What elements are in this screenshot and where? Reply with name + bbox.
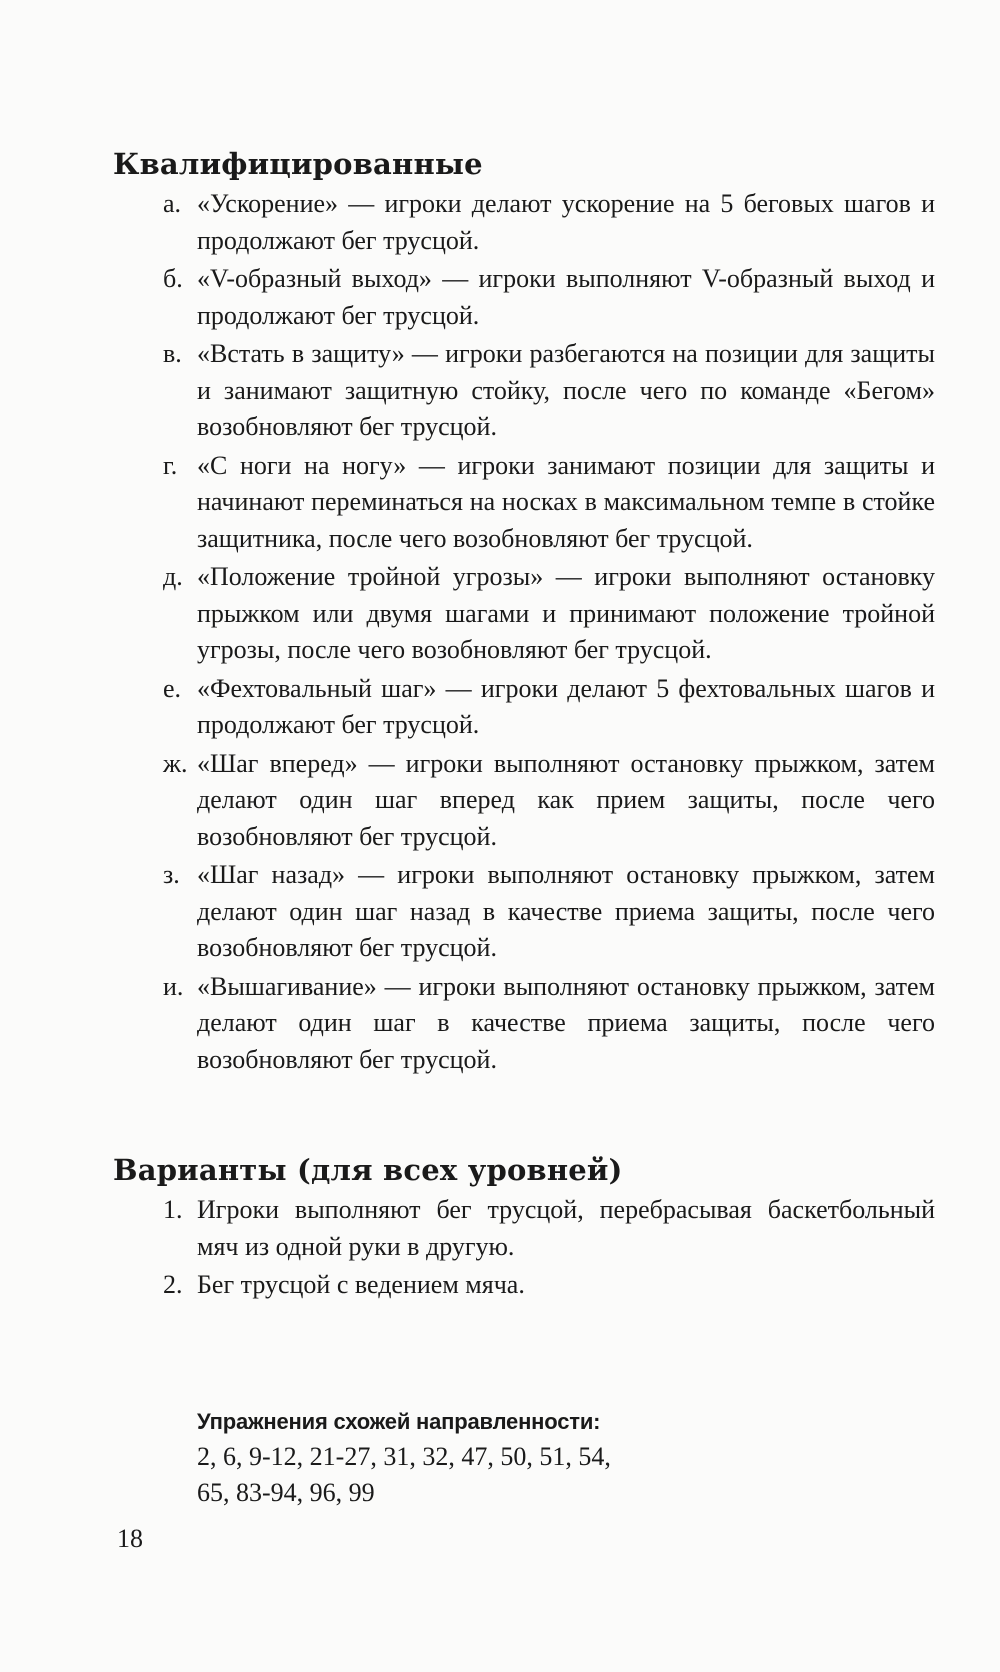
list-marker: ж. <box>163 748 188 778</box>
list-marker: а. <box>163 189 182 218</box>
list-item <box>163 969 935 1079</box>
list-marker: з. <box>163 860 180 889</box>
list-item-text: Игроки выполняют бег трусцой, перебрасывая баскетбольный мяч из одной руки в другую. <box>197 1195 935 1261</box>
list-marker: в. <box>163 339 182 368</box>
list-item <box>163 746 935 856</box>
list-item <box>163 261 935 334</box>
list-marker: и. <box>163 971 184 1001</box>
list-marker: д. <box>163 562 183 591</box>
list-item-text: «Фехтовальный шаг» — игроки делают 5 фехтовальных шагов и продолжают бег трусцой. <box>197 673 935 739</box>
heading-variants: Варианты (для всех уровней) <box>113 1153 623 1187</box>
list-item <box>163 186 935 259</box>
list-item-text: «Вышагивание» — игроки выполняют остановку прыжком, затем делают один шаг в качестве приема защиты, после чего возобновляют бег трусцой. <box>197 971 935 1074</box>
list-item-text: «Положение тройной угрозы» — игроки выполняют остановку прыжком или двумя шагами и принимают положение тройной угрозы, после чего возобновляют бег трусцой. <box>197 562 935 664</box>
page-number: 18 <box>117 1524 143 1553</box>
list-item-text: Бег трусцой с ведением мяча. <box>197 1270 525 1299</box>
related-exercises <box>197 1405 757 1511</box>
qualified-list <box>163 186 935 1078</box>
list-item-text: «Встать в защиту» — игроки разбегаются на позиции для защиты и занимают защитную стойку, после чего по команде «Бегом» возобновляют бег трусцой. <box>197 339 935 441</box>
list-item-text: «С ноги на ногу» — игроки занимают позиции для защиты и начинают переминаться на носках в максимальном темпе в стойке защитника, после чего возобновляют бег трусцой. <box>197 450 935 553</box>
list-item <box>163 336 935 446</box>
related-exercises-numbers-line1: 2, 6, 9-12, 21-27, 31, 32, 47, 50, 51, 54, <box>197 1442 611 1471</box>
list-item-text: «Шаг назад» — игроки выполняют остановку прыжком, затем делают один шаг назад в качестве приема защиты, после чего возобновляют бег трусцой. <box>197 860 935 962</box>
list-item-text: «Ускорение» — игроки делают ускорение на 5 беговых шагов и продолжают бег трусцой. <box>197 189 935 255</box>
list-item <box>163 671 935 744</box>
list-marker: г. <box>163 450 178 480</box>
variants-list <box>163 1192 935 1304</box>
heading-qualified: Квалифицированные <box>113 147 483 181</box>
related-exercises-title: Упражнения схожей направленности: <box>197 1409 601 1434</box>
list-marker: 2. <box>163 1270 183 1299</box>
list-marker: б. <box>163 264 183 293</box>
related-exercises-numbers-line2: 65, 83-94, 96, 99 <box>197 1478 375 1507</box>
list-item-text: «V-образный выход» — игроки выполняют V-образный выход и продолжают бег трусцой. <box>197 264 935 330</box>
list-item <box>163 1192 935 1265</box>
list-item-text: «Шаг вперед» — игроки выполняют остановку прыжком, затем делают один шаг вперед как прием защиты, после чего возобновляют бег трусцой. <box>197 748 935 851</box>
list-item <box>163 1267 935 1304</box>
list-item <box>163 857 935 967</box>
list-item <box>163 559 935 669</box>
list-marker: 1. <box>163 1195 183 1224</box>
list-marker: е. <box>163 673 182 703</box>
list-item <box>163 448 935 558</box>
